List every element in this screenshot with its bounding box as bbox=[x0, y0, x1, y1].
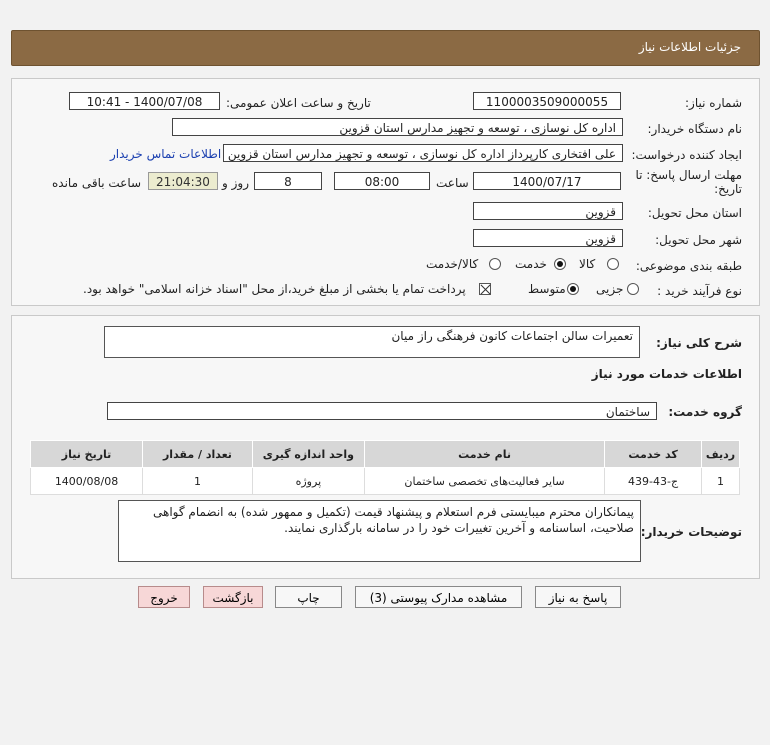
col-row-header: ردیف bbox=[701, 441, 739, 468]
back-button[interactable]: بازگشت bbox=[203, 586, 263, 608]
process-medium-label: متوسط bbox=[528, 282, 566, 296]
need-number-field: 1100003509000055 bbox=[473, 92, 621, 110]
treasury-payment-note: پرداخت تمام یا بخشی از مبلغ خرید،از محل "اسناد خزانه اسلامی" خواهد بود. bbox=[83, 282, 466, 296]
remaining-days-field: 8 bbox=[254, 172, 322, 190]
category-goods-label: کالا bbox=[579, 257, 596, 271]
creator-label: ایجاد کننده درخواست: bbox=[631, 148, 742, 162]
cell-row: 1 bbox=[701, 468, 739, 495]
days-label: روز و bbox=[222, 176, 249, 190]
province-label: استان محل تحویل: bbox=[647, 206, 742, 220]
deadline-date-label: تاریخ: bbox=[714, 182, 742, 196]
city-field: قزوین bbox=[473, 229, 623, 247]
process-minor-label: جزیی bbox=[596, 282, 624, 296]
buyer-notes-field: پیمانکاران محترم میبایستی فرم استعلام و پیشنهاد قیمت (تکمیل و ممهور شده) به انضمام گواهی صلاحیت، اساسنامه و آخرین تغییرات خود را در سامانه بارگذاری نمایند. bbox=[118, 500, 641, 562]
category-service-label: خدمت bbox=[515, 257, 547, 271]
creator-field: علی افتخاری کارپرداز اداره کل نوسازی ، توسعه و تجهیز مدارس استان قزوین bbox=[223, 144, 623, 162]
announce-label: تاریخ و ساعت اعلان عمومی: bbox=[226, 96, 371, 110]
process-label: نوع فرآیند خرید : bbox=[657, 284, 742, 298]
service-group-label: گروه خدمت: bbox=[668, 405, 742, 419]
buyer-notes-label: توضیحات خریدار: bbox=[640, 525, 742, 539]
deadline-date-field: 1400/07/17 bbox=[473, 172, 621, 190]
need-number-label: شماره نیاز: bbox=[685, 96, 742, 110]
category-service-radio[interactable] bbox=[554, 258, 566, 270]
remaining-time-field: 21:04:30 bbox=[148, 172, 218, 190]
announce-field: 1400/07/08 - 10:41 bbox=[69, 92, 220, 110]
cell-date: 1400/08/08 bbox=[31, 468, 143, 495]
deadline-time-label: ساعت bbox=[436, 176, 469, 190]
print-button[interactable]: چاپ bbox=[275, 586, 342, 608]
exit-button[interactable]: خروج bbox=[138, 586, 190, 608]
province-field: قزوین bbox=[473, 202, 623, 220]
buyer-org-field: اداره کل نوسازی ، توسعه و تجهیز مدارس استان قزوین bbox=[172, 118, 623, 136]
process-medium-radio[interactable] bbox=[567, 283, 579, 295]
page-header bbox=[11, 30, 760, 66]
services-title: اطلاعات خدمات مورد نیاز bbox=[591, 367, 742, 381]
deadline-time-field: 08:00 bbox=[334, 172, 430, 190]
buyer-contact-link[interactable]: اطلاعات تماس خریدار bbox=[110, 147, 222, 161]
category-goods-radio[interactable] bbox=[607, 258, 619, 270]
buyer-org-label: نام دستگاه خریدار: bbox=[647, 122, 742, 136]
view-attachments-button[interactable]: مشاهده مدارک پیوستی (3) bbox=[355, 586, 522, 608]
cell-qty: 1 bbox=[143, 468, 253, 495]
cell-unit: پروژه bbox=[252, 468, 364, 495]
deadline-label: مهلت ارسال پاسخ: تا bbox=[635, 168, 742, 182]
process-minor-radio[interactable] bbox=[627, 283, 639, 295]
col-qty-header: تعداد / مقدار bbox=[143, 441, 253, 468]
col-date-header: تاریخ نیاز bbox=[31, 441, 143, 468]
reply-button[interactable]: پاسخ به نیاز bbox=[535, 586, 621, 608]
summary-field: تعمیرات سالن اجتماعات کانون فرهنگی راز میان bbox=[104, 326, 640, 358]
category-goods-service-label: کالا/خدمت bbox=[426, 257, 479, 271]
col-unit-header: واحد اندازه گیری bbox=[252, 441, 364, 468]
service-group-field: ساختمان bbox=[107, 402, 657, 420]
page-title: جزئیات اطلاعات نیاز bbox=[638, 40, 741, 54]
services-table bbox=[30, 440, 740, 495]
treasury-payment-checkbox[interactable] bbox=[479, 283, 491, 295]
col-name-header: نام خدمت bbox=[364, 441, 604, 468]
col-code-header: کد خدمت bbox=[605, 441, 702, 468]
city-label: شهر محل تحویل: bbox=[655, 233, 742, 247]
table-row bbox=[31, 468, 740, 495]
category-label: طبقه بندی موضوعی: bbox=[635, 259, 742, 273]
table-header-row bbox=[31, 441, 740, 468]
summary-label: شرح کلی نیاز: bbox=[656, 336, 742, 350]
category-goods-service-radio[interactable] bbox=[489, 258, 501, 270]
cell-code: ج-43-439 bbox=[605, 468, 702, 495]
remaining-time-label: ساعت باقی مانده bbox=[52, 176, 142, 190]
cell-name: سایر فعالیت‌های تخصصی ساختمان bbox=[364, 468, 604, 495]
